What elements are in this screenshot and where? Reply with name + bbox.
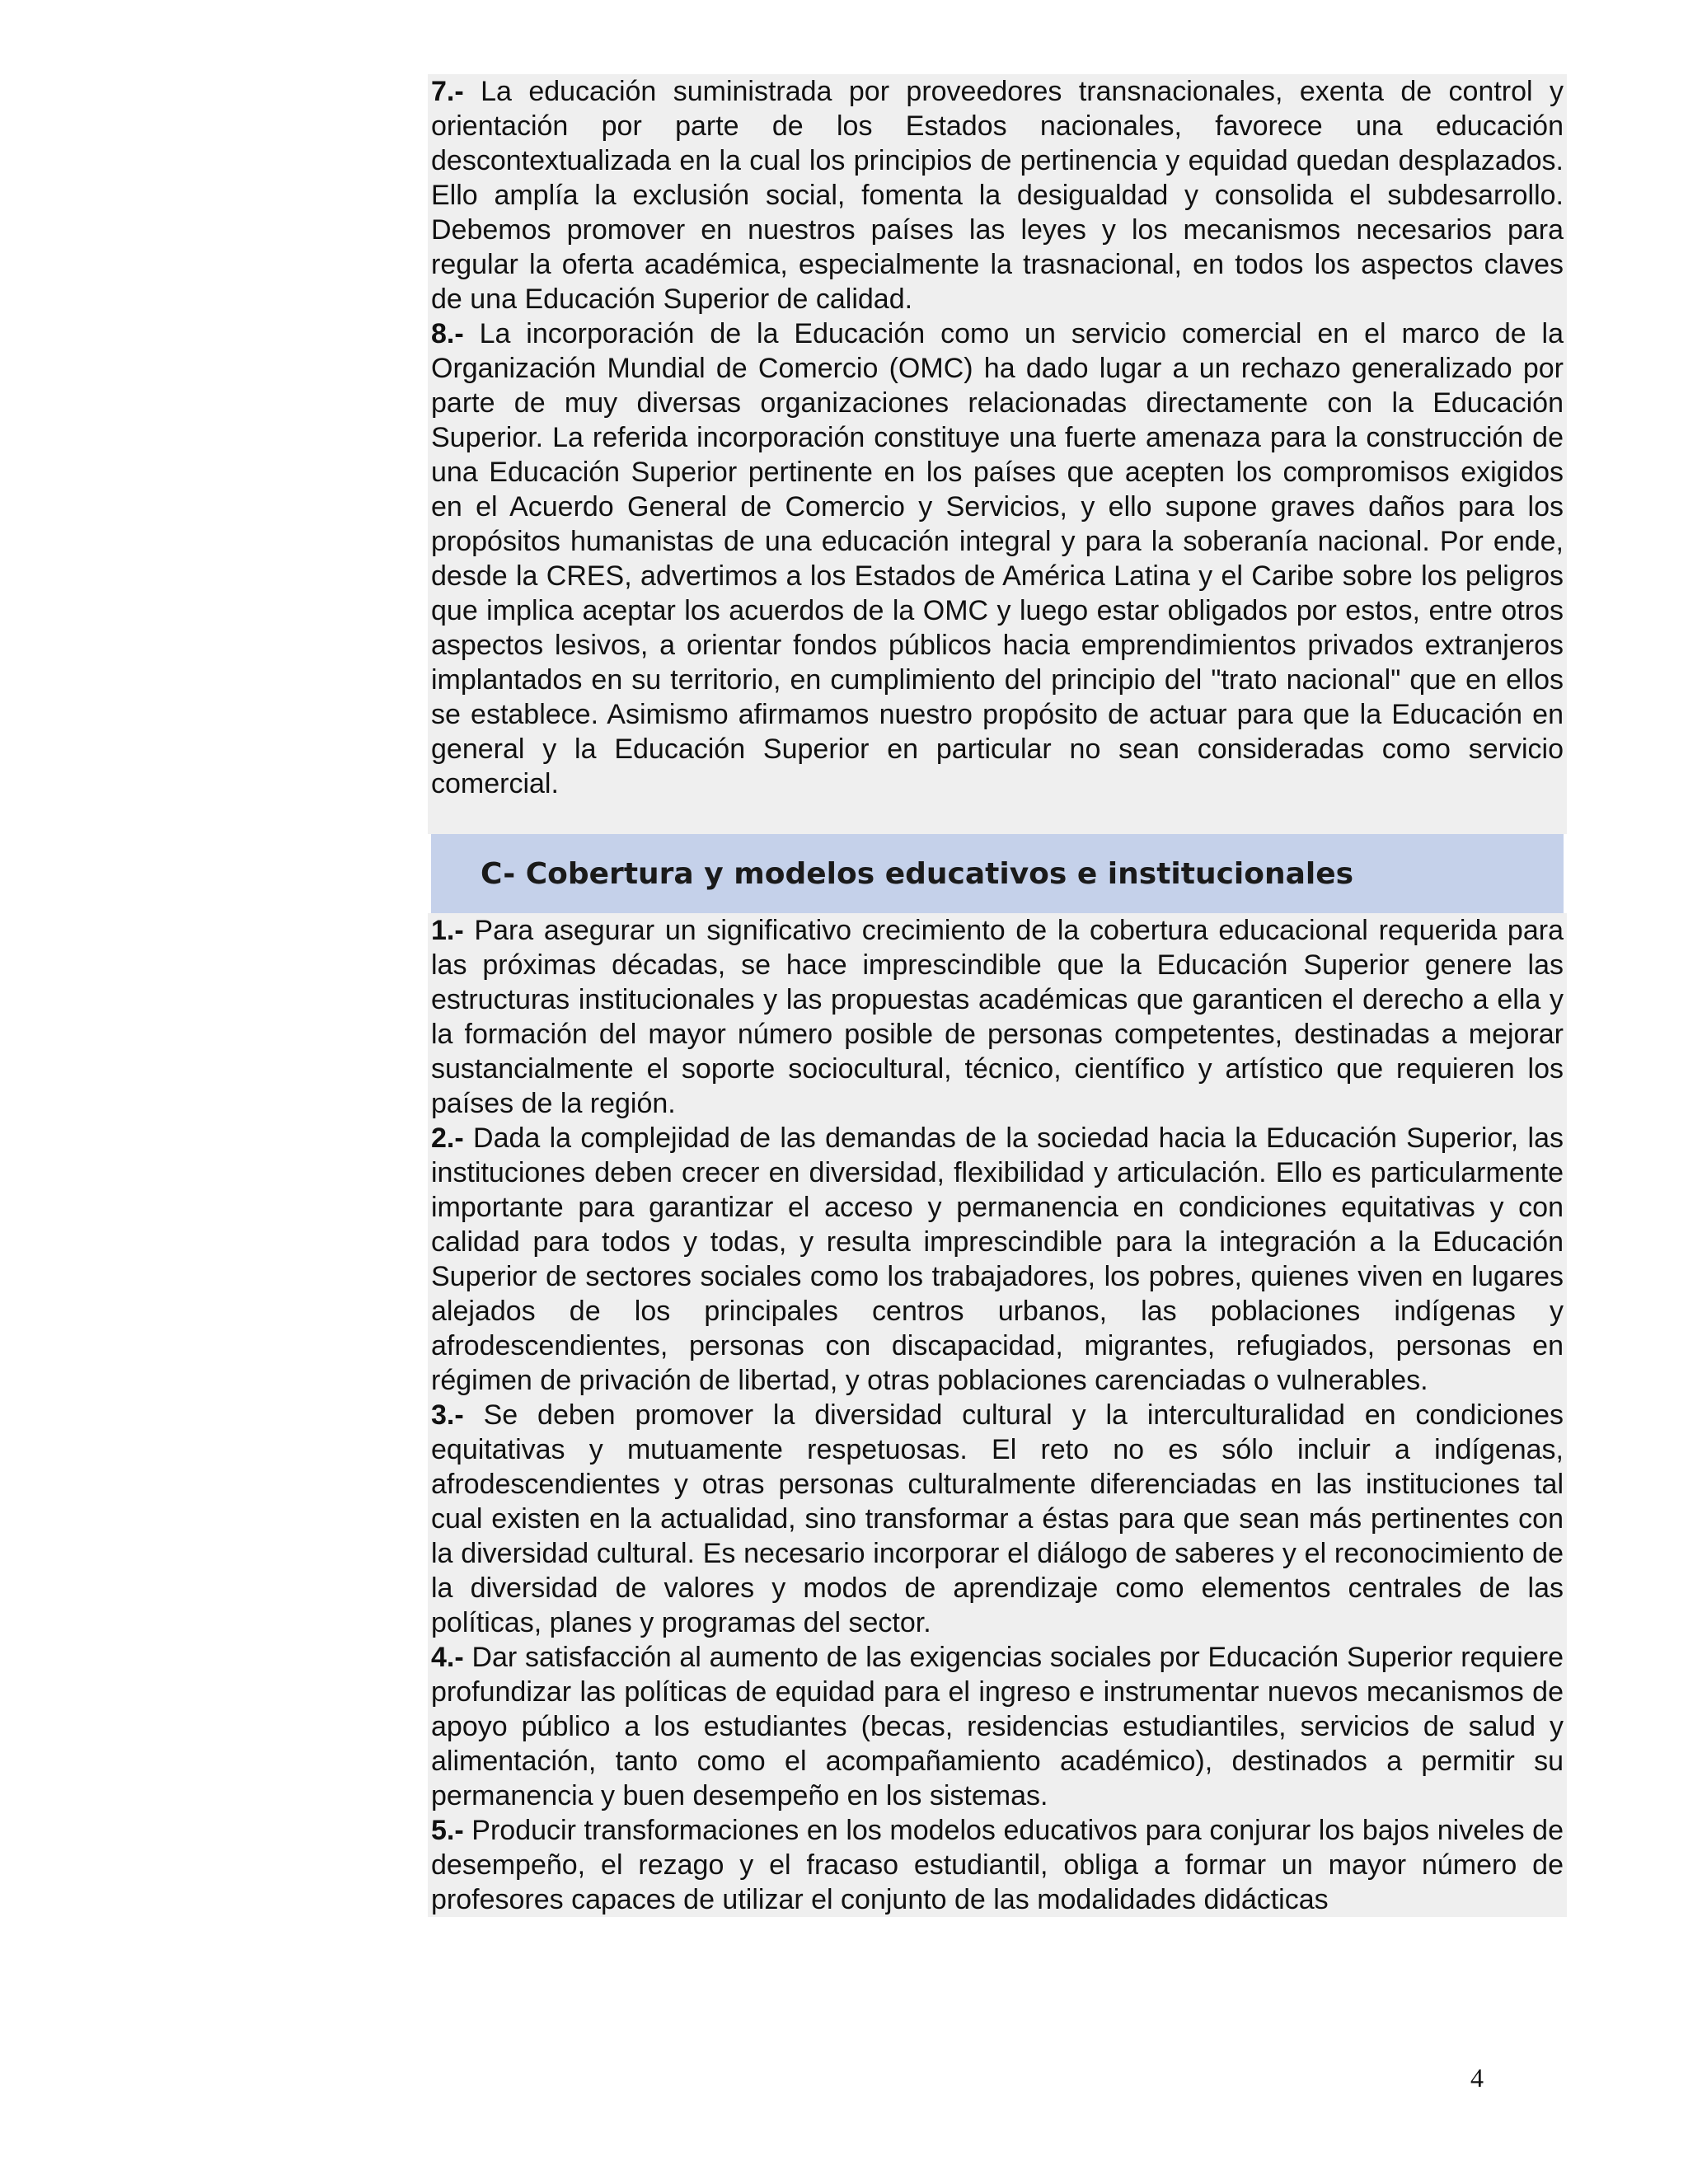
paragraph-text: Dar satisfacción al aumento de las exigencias sociales por Educación Superior requiere profundizar las políticas de equidad para el ingreso e instrumentar nuevos mecanismos de apoyo público a los estudiantes (becas, residencias estudiantiles, servicios de salud y alimentación, tanto como el acompañamiento académico), destinados a permitir su permanencia y buen desempeño en los sistemas. <box>431 1642 1564 1811</box>
paragraph-number: 1.- <box>431 915 464 946</box>
section-b-tail <box>428 74 1567 801</box>
paragraph-text: La incorporación de la Educación como un servicio comercial en el marco de la Organización Mundial de Comercio (OMC) ha dado lugar a un rechazo generalizado por parte de muy diversas organizaciones relacionadas directamente con la Educación Superior. La referida incorporación constituye una fuerte amenaza para la construcción de una Educación Superior pertinente en los países que acepten los compromisos exigidos en el Acuerdo General de Comercio y Servicios, y ello supone graves daños para los propósitos humanistas de una educación integral y para la soberanía nacional. Por ende, desde la CRES, advertimos a los Estados de América Latina y el Caribe sobre los peligros que implica aceptar los acuerdos de la OMC y luego estar obligados por estos, entre otros aspectos lesivos, a orientar fondos públicos hacia emprendimientos privados extranjeros implantados en su territorio, en cumplimiento del principio del "trato nacional" que en ellos se establece. Asimismo afirmamos nuestro propósito de actuar para que la Educación en general y la Educación Superior en particular no sean consideradas como servicio comercial. <box>431 318 1564 799</box>
paragraph-b8 <box>431 316 1564 801</box>
paragraph-text: Producir transformaciones en los modelos educativos para conjurar los bajos niveles de desempeño, el rezago y el fracaso estudiantil, obliga a formar un mayor número de profesores capaces de utilizar el conjunto de las modalidades didácticas <box>431 1815 1564 1915</box>
paragraph-number: 4.- <box>431 1642 464 1673</box>
paragraph-number: 2.- <box>431 1122 464 1154</box>
paragraph-c4 <box>431 1640 1564 1813</box>
paragraph-number: 8.- <box>431 318 464 349</box>
paragraph-c5 <box>431 1813 1564 1917</box>
paragraph-text: La educación suministrada por proveedores transnacionales, exenta de control y orientación por parte de los Estados nacionales, favorece una educación descontextualizada en la cual los principios de pertinencia y equidad quedan desplazados. Ello amplía la exclusión social, fomenta la desigualdad y consolida el subdesarrollo. Debemos promover en nuestros países las leyes y los mecanismos necesarios para regular la oferta académica, especialmente la trasnacional, en todos los aspectos claves de una Educación Superior de calidad. <box>431 76 1564 315</box>
paragraph-number: 3.- <box>431 1399 464 1431</box>
paragraph-number: 7.- <box>431 76 464 107</box>
paragraph-c2 <box>431 1121 1564 1398</box>
section-gap <box>428 801 1567 834</box>
paragraph-text: Dada la complejidad de las demandas de la sociedad hacia la Educación Superior, las instituciones deben crecer en diversidad, flexibilidad y articulación. Ello es particularmente importante para garantizar el acceso y permanencia en condiciones equitativas y con calidad para todos y todas, y resulta imprescindible para la integración a la Educación Superior de sectores sociales como los trabajadores, los pobres, quienes viven en lugares alejados de los principales centros urbanos, las poblaciones indígenas y afrodescendientes, personas con discapacidad, migrantes, refugiados, personas en régimen de privación de libertad, y otras poblaciones carenciadas o vulnerables. <box>431 1122 1564 1396</box>
paragraph-c1 <box>431 913 1564 1121</box>
paragraph-b7 <box>431 74 1564 316</box>
section-c-body <box>428 913 1567 1917</box>
paragraph-c3 <box>431 1398 1564 1640</box>
document-body <box>428 74 1567 1917</box>
section-c-title: C- Cobertura y modelos educativos e institucionales <box>481 856 1354 891</box>
paragraph-text: Se deben promover la diversidad cultural y la interculturalidad en condiciones equitativas y mutuamente respetuosas. El reto no es sólo incluir a indígenas, afrodescendientes y otras personas culturalmente diferenciadas en las instituciones tal cual existen en la actualidad, sino transformar a éstas para que sean más pertinentes con la diversidad cultural. Es necesario incorporar el diálogo de saberes y el reconocimiento de la diversidad de valores y modos de aprendizaje como elementos centrales de las políticas, planes y programas del sector. <box>431 1399 1564 1638</box>
section-c-header <box>431 834 1564 913</box>
paragraph-number: 5.- <box>431 1815 464 1846</box>
page-number: 4 <box>1470 2063 1484 2093</box>
paragraph-text: Para asegurar un significativo crecimiento de la cobertura educacional requerida para las próximas décadas, se hace imprescindible que la Educación Superior genere las estructuras institucionales y las propuestas académicas que garanticen el derecho a ella y la formación del mayor número posible de personas competentes, destinadas a mejorar sustancialmente el soporte sociocultural, técnico, científico y artístico que requieren los países de la región. <box>431 915 1564 1119</box>
